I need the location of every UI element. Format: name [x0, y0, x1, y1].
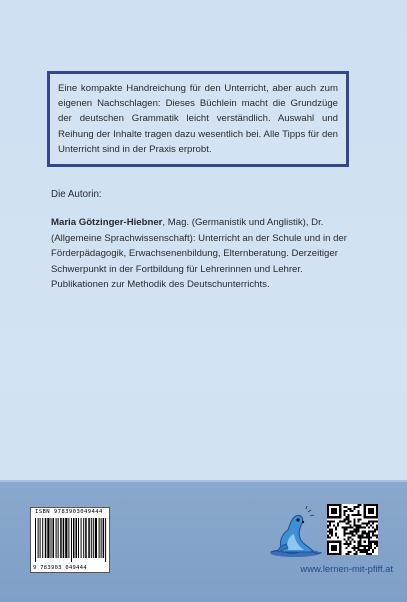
blurb-box: [47, 71, 349, 167]
author-heading: Die Autorin:: [51, 189, 102, 200]
barcode: [30, 507, 110, 573]
blurb-text: Eine kompakte Handreichung für den Unterricht, aber auch zum eigenen Nachschlagen: Dieses Büchlein macht die Grundzüge der deutschen Grammatik leicht verständlich. Auswahl und Reihung der Inhalte tragen dazu wesentlich bei. Alle Tipps für den Unterricht sind in der Praxis erprobt.: [58, 83, 338, 155]
qr-code-icon: [327, 504, 378, 555]
barcode-digits: 9 783903 049444: [33, 565, 87, 571]
isbn-label: ISBN 9783903049444: [35, 509, 103, 515]
author-name: Maria Götzinger-Hiebner: [51, 217, 163, 228]
author-bio: [51, 215, 351, 293]
seal-mascot-icon: [268, 506, 322, 558]
barcode-icon: [35, 518, 107, 562]
author-bio-text: , Mag. (Germanistik und Anglistik), Dr. (Allgemeine Sprachwissenschaft): Unterricht an der Schule und in der Förderpädagogik, Erwachsenenbildung, Elternberatung. Derzeitiger Schwerpunkt in der Fortbildung für Lehrerinnen und Lehrer. Publikationen zur Methodik des Deutschunterrichts.: [51, 217, 347, 291]
website-link[interactable]: www.lernen-mit-pfiff.at: [300, 563, 393, 574]
